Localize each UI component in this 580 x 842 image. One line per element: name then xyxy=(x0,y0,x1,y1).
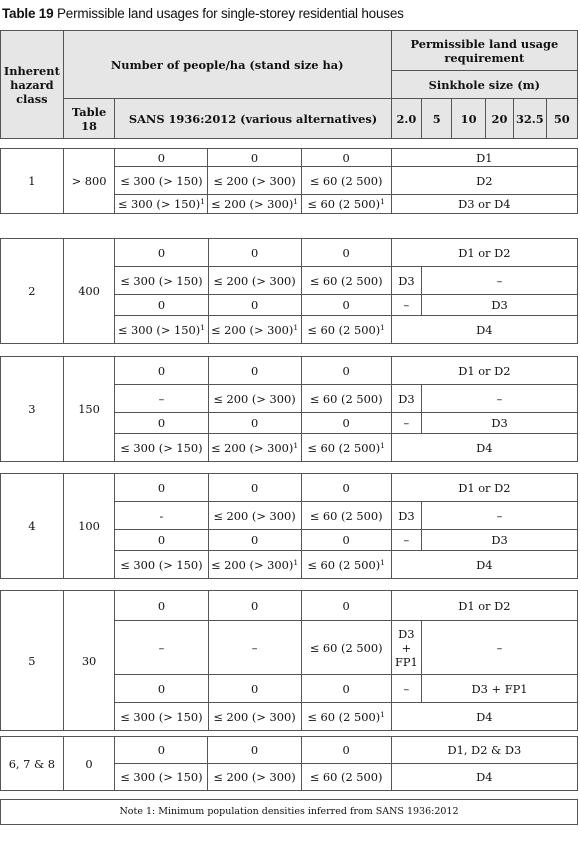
land-usage-requirement: D2 xyxy=(391,167,577,195)
land-usage-requirement: D4 xyxy=(391,434,577,462)
table-header xyxy=(0,30,578,139)
land-usage-requirement: D1, D2 & D3 xyxy=(391,737,577,764)
sans-alternative-1: ≤ 300 (> 150)$^1$ xyxy=(115,195,208,214)
sans-alternative-2: ≤ 200 (> 300) xyxy=(208,502,301,530)
sans-alternative-3: ≤ 60 (2 500)$^1$ xyxy=(301,434,391,462)
sans-alternative-1: 0 xyxy=(115,149,208,167)
sans-alternative-2: 0 xyxy=(208,591,301,621)
sans-alternative-2: – xyxy=(208,621,301,675)
header-table-18: Table 18 xyxy=(63,99,115,139)
sans-alternative-1: – xyxy=(115,385,208,413)
sans-alternative-3: ≤ 60 (2 500)$^1$ xyxy=(301,316,391,344)
sans-alternative-1: 0 xyxy=(115,239,208,267)
sans-alternative-1: 0 xyxy=(115,413,208,434)
sans-alternative-1: – xyxy=(115,621,208,675)
sans-alternative-2: 0 xyxy=(208,357,301,385)
sans-alternative-2: ≤ 200 (> 300) xyxy=(208,764,301,791)
hazard-class-group xyxy=(0,356,578,462)
table18-value: 100 xyxy=(63,474,115,579)
hazard-class-group xyxy=(0,473,578,579)
table-row xyxy=(1,591,578,621)
sans-alternative-1: 0 xyxy=(115,357,208,385)
sans-alternative-1: 0 xyxy=(115,530,208,551)
hazard-class: 6, 7 & 8 xyxy=(1,737,64,791)
header-size: 10 xyxy=(452,99,485,139)
sans-alternative-2: ≤ 200 (> 300)$^1$ xyxy=(208,316,301,344)
sans-alternative-2: ≤ 200 (> 300)$^1$ xyxy=(208,195,301,214)
sans-alternative-1: ≤ 300 (> 150) xyxy=(115,267,208,295)
header-sinkhole-size: Sinkhole size (m) xyxy=(391,71,577,99)
hazard-class: 1 xyxy=(1,149,64,214)
sans-alternative-1: ≤ 300 (> 150) xyxy=(115,434,208,462)
sans-alternative-3: 0 xyxy=(301,591,391,621)
land-usage-requirement: D1 or D2 xyxy=(391,239,577,267)
header-size: 20 xyxy=(485,99,513,139)
table18-value: 400 xyxy=(63,239,115,344)
sans-alternative-1: ≤ 300 (> 150) xyxy=(115,167,208,195)
sans-alternative-1: ≤ 300 (> 150) xyxy=(115,764,208,791)
sans-alternative-2: 0 xyxy=(208,737,301,764)
land-usage-large-sinkhole: – xyxy=(422,267,578,295)
header-size: 50 xyxy=(546,99,577,139)
sans-alternative-3: ≤ 60 (2 500)$^1$ xyxy=(301,551,391,579)
table-row xyxy=(1,357,578,385)
table18-value: 30 xyxy=(63,591,115,731)
land-usage-small-sinkhole: – xyxy=(391,675,421,703)
land-usage-large-sinkhole: D3 xyxy=(422,413,578,434)
sans-alternative-3: ≤ 60 (2 500) xyxy=(301,764,391,791)
hazard-class-group xyxy=(0,148,578,214)
sans-alternative-1: 0 xyxy=(115,474,208,502)
sans-alternative-3: 0 xyxy=(301,295,391,316)
table18-value: 150 xyxy=(63,357,115,462)
land-usage-requirement: D4 xyxy=(391,703,577,731)
header-size: 32.5 xyxy=(514,99,546,139)
sans-alternative-1: ≤ 300 (> 150)$^1$ xyxy=(115,316,208,344)
land-usage-large-sinkhole: – xyxy=(422,385,578,413)
sans-alternative-1: ≤ 300 (> 150) xyxy=(115,551,208,579)
land-usage-requirement: D4 xyxy=(391,316,577,344)
table-row xyxy=(1,149,578,167)
land-usage-requirement: D4 xyxy=(391,551,577,579)
sans-alternative-3: 0 xyxy=(301,239,391,267)
sans-alternative-2: ≤ 200 (> 300) xyxy=(208,167,301,195)
hazard-class-group xyxy=(0,736,578,791)
sans-alternative-1: - xyxy=(115,502,208,530)
table-title-text: Permissible land usages for single-storey residential houses xyxy=(57,6,404,21)
hazard-class: 2 xyxy=(1,239,64,344)
sans-alternative-2: 0 xyxy=(208,239,301,267)
sans-alternative-1: 0 xyxy=(115,295,208,316)
sans-alternative-3: 0 xyxy=(301,675,391,703)
land-usage-requirement: D1 xyxy=(391,149,577,167)
sans-alternative-3: ≤ 60 (2 500)$^1$ xyxy=(301,703,391,731)
sans-alternative-2: 0 xyxy=(208,413,301,434)
sans-alternative-3: ≤ 60 (2 500) xyxy=(301,385,391,413)
header-hazard-class: Inherent hazard class xyxy=(1,31,64,139)
hazard-class: 3 xyxy=(1,357,64,462)
land-usage-small-sinkhole: D3 xyxy=(391,385,421,413)
header-size: 5 xyxy=(422,99,452,139)
hazard-class: 5 xyxy=(1,591,64,731)
land-usage-large-sinkhole: D3 xyxy=(422,530,578,551)
land-usage-small-sinkhole: – xyxy=(391,530,421,551)
sans-alternative-2: 0 xyxy=(208,675,301,703)
sans-alternative-3: 0 xyxy=(301,530,391,551)
sans-alternative-3: ≤ 60 (2 500) xyxy=(301,267,391,295)
land-usage-large-sinkhole: – xyxy=(422,621,578,675)
land-usage-small-sinkhole: D3 xyxy=(391,502,421,530)
land-usage-requirement: D1 or D2 xyxy=(391,474,577,502)
table18-value: 0 xyxy=(63,737,115,791)
sans-alternative-2: 0 xyxy=(208,474,301,502)
table-row xyxy=(1,239,578,267)
land-usage-small-sinkhole: D3 + FP1 xyxy=(391,621,421,675)
sans-alternative-2: ≤ 200 (> 300)$^1$ xyxy=(208,434,301,462)
land-usage-requirement: D3 or D4 xyxy=(391,195,577,214)
header-sans: SANS 1936:2012 (various alternatives) xyxy=(115,99,391,139)
sans-alternative-3: ≤ 60 (2 500) xyxy=(301,621,391,675)
hazard-class: 4 xyxy=(1,474,64,579)
land-usage-large-sinkhole: – xyxy=(422,502,578,530)
sans-alternative-3: 0 xyxy=(301,737,391,764)
table-note: Note 1: Minimum population densities inferred from SANS 1936:2012 xyxy=(0,799,578,825)
sans-alternative-1: ≤ 300 (> 150) xyxy=(115,703,208,731)
table-number: Table 19 xyxy=(2,6,54,21)
land-usage-requirement: D4 xyxy=(391,764,577,791)
table-row xyxy=(1,474,578,502)
sans-alternative-2: ≤ 200 (> 300)$^1$ xyxy=(208,551,301,579)
sans-alternative-2: ≤ 200 (> 300) xyxy=(208,703,301,731)
sans-alternative-3: ≤ 60 (2 500) xyxy=(301,502,391,530)
hazard-class-group xyxy=(0,590,578,731)
land-usage-requirement: D1 or D2 xyxy=(391,591,577,621)
sans-alternative-2: 0 xyxy=(208,530,301,551)
header-permissible-usage: Permissible land usage requirement xyxy=(391,31,577,71)
sans-alternative-3: 0 xyxy=(301,149,391,167)
table-title xyxy=(2,6,404,22)
sans-alternative-2: ≤ 200 (> 300) xyxy=(208,385,301,413)
sans-alternative-3: ≤ 60 (2 500)$^1$ xyxy=(301,195,391,214)
land-usage-large-sinkhole: D3 + FP1 xyxy=(422,675,578,703)
sans-alternative-3: ≤ 60 (2 500) xyxy=(301,167,391,195)
land-usage-requirement: D1 or D2 xyxy=(391,357,577,385)
sans-alternative-3: 0 xyxy=(301,357,391,385)
table-row xyxy=(1,737,578,764)
land-usage-large-sinkhole: D3 xyxy=(422,295,578,316)
header-people-per-ha: Number of people/ha (stand size ha) xyxy=(63,31,391,99)
sans-alternative-2: 0 xyxy=(208,149,301,167)
land-usage-small-sinkhole: D3 xyxy=(391,267,421,295)
land-usage-small-sinkhole: – xyxy=(391,413,421,434)
table18-value: > 800 xyxy=(63,149,115,214)
sans-alternative-1: 0 xyxy=(115,675,208,703)
sans-alternative-2: ≤ 200 (> 300) xyxy=(208,267,301,295)
hazard-class-group xyxy=(0,238,578,344)
sans-alternative-1: 0 xyxy=(115,591,208,621)
sans-alternative-3: 0 xyxy=(301,413,391,434)
land-usage-small-sinkhole: – xyxy=(391,295,421,316)
sans-alternative-3: 0 xyxy=(301,474,391,502)
sans-alternative-2: 0 xyxy=(208,295,301,316)
sans-alternative-1: 0 xyxy=(115,737,208,764)
header-size: 2.0 xyxy=(391,99,421,139)
